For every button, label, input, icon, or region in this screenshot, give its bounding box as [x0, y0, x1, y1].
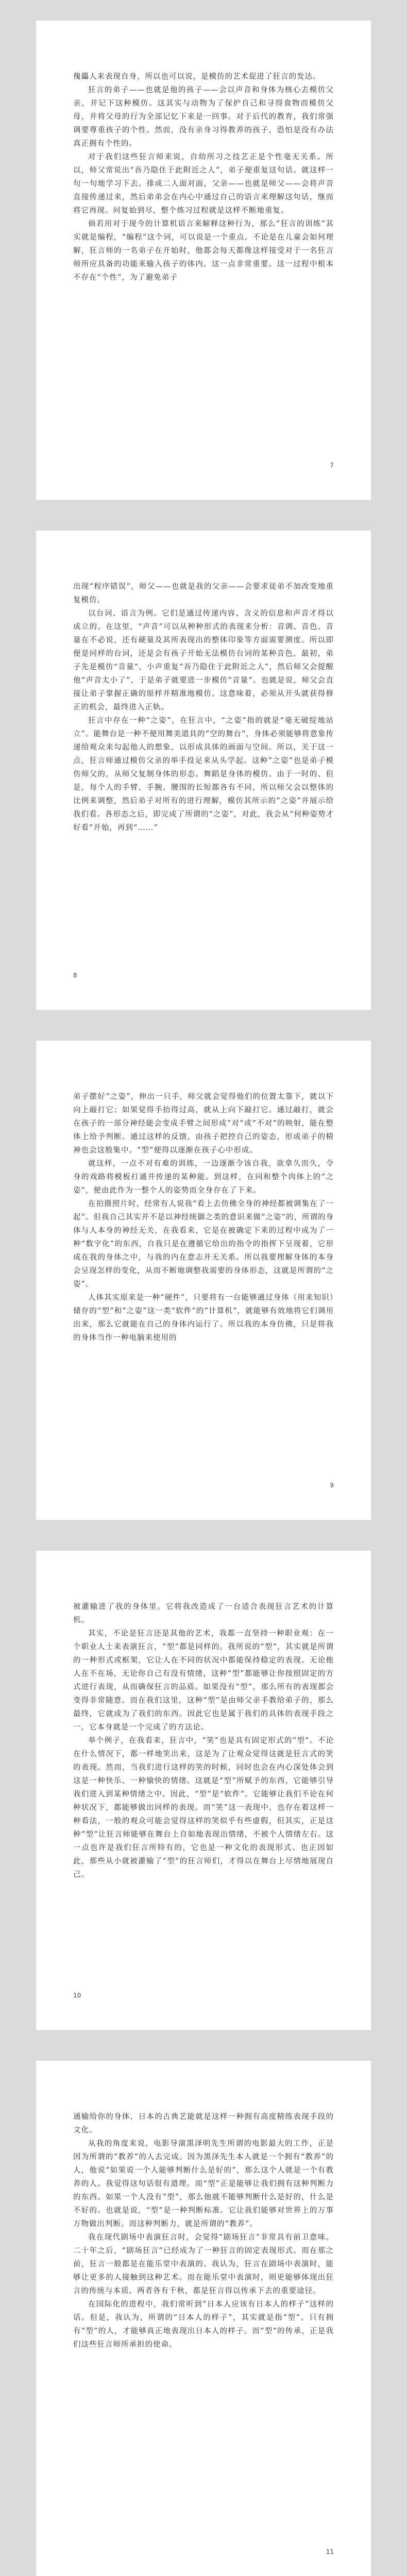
- paragraph: 倘若用对于现今的计算机语言来解释这种行为，那么“狂言的训练”其实就是编程，“编程”这个词，可以说是一个重点。不论是在儿童会如何理解，狂言师的一名弟子在开始时，他都会每天都像这样接受对于一名狂言师所应具备的功能来输入孩子的体内。这一点非常重要。这一过程中根本不存在“个性”，为了避免弟子: [73, 220, 334, 282]
- paragraph: 在国际化的进程中，我们常听到“日本人应该有日本人的样子”这样的话。但是，我认为，所谓的“日本人的样子”，其实就是指“型”。只有拥有“型”的人，才能够真正地表现出日本人的样子。而“型”的传承，正是我们这些狂言师所承担的使命。: [73, 2300, 334, 2349]
- paragraph: 傀儡人来表现自身，所以也可以说，是模仿的艺术促进了狂言的发达。: [73, 73, 321, 81]
- page-3: [36, 1041, 371, 1520]
- paragraph: 通输给你的身体，日本的古典艺能就是这样一种拥有高度精练表现手段的文化。: [73, 2113, 334, 2134]
- page-2: [36, 531, 371, 1010]
- page-1: [36, 21, 371, 500]
- page-4: [36, 1551, 371, 2030]
- paragraph: 其实，不论是狂言还是其他的艺术，我都一直坚持一种职业观：在一个职业人士来表演狂言，“型”都是同样的。我所说的“型”，其实就是所谓的一种形式或框架，它让人在不同的状况中都能保持稳定的表现。无论他人在不在场，无论你自己有没有情绪，这种“型”都能够让你按照固定的方式进行表现，从而确保狂言的品质。如果没有“型”，那么所有的表现都会变得非常随意。而在我们这里，这种“型”是由师父亲手教给弟子的，那么最终，它就成为了我们的东西。因此它也是属于我们的具体的表现手段之一，它本身就是一个完成了的方法论。: [73, 1630, 334, 1732]
- paragraph: 在拍摄照片时，经常有人说我“看上去仿佛全身的神经都被调集在了一起”。但我自己其实并不是以神经统御之类的意识来做“之姿”的，所谓的身体与人本身的神经无关，在我看来，它是在被确定下来的过程中成为了一种“数字化”的东西，自我只是在遵循它给出的指令的指挥下呈现着，它形成在我的身体之中，与我的内在意志并无关系。所以我要理解身体的本身会呈现怎样的变化，从而不断地调整我需要的身体形态，这就是所谓的“之姿”。: [73, 1200, 334, 1289]
- page-number: 7: [330, 462, 334, 469]
- paragraph: 举个例子，在我看来，狂言中，“笑”也是具有固定形式的“型”。不论在什么情况下，都一样地笑出来，这是为了让观众觉得这就是狂言式的笑的表现。然而，当我们进行这样的笑的时候，同时也会在内心深处体会到这是一种快乐、一种愉快的情绪。这就是“型”所赋予的东西，它能够引导我们进入到某种情绪之中。因此，“型”是“软件”。它能够让我们不论在何种状况下，都能够做出同样的表现。而“笑”这一表现中，也存在着这样一种看法，一般的观众可能会觉得这样的笑似乎有些虚假，但其实，正是这种“型”让狂言师能够在舞台上自如地表现出情绪，不被个人情绪左右。这一点也许是我们狂言所特有的，它也是一种文化的表现形式。也正因如此，那些从小就被灌输了“型”的狂言师们，才得以在舞台上尽情地展现自己。: [73, 1737, 334, 1879]
- paragraph: 弟子摆好“之姿”，伸出一只手，师父就会觉得他们的位置太靠下，就以下向上敲打它；如果觉得手抬得过高，就从上向下敲打它。通过敲打，就会在孩子的一部分神经能会变成手臂之间形成“对”或“不对”的映射，能在整体上给予判断。通过这样的反馈，由孩子把控自己的姿态，形成弟子的精神也会这般集中。“型”便得以逐渐在孩子心中形成。: [73, 1093, 334, 1155]
- paragraph: 被灌输进了我的身体里。它将我改造成了一台适合表现狂言艺术的计算机。: [73, 1603, 334, 1624]
- paragraph: 狂言的弟子——也就是他的孩子——会以声音和身体为核心去模仿父亲，并记下这种模仿。这其实与动物为了保护自己和寻得食物而模仿父母，并将父母的行为全部记忆下来是一回事。对于后代的教育，我们常强调要尊重孩子的个性。然而，没有亲身习得教养的孩子，恐怕是没有办法真正拥有个性的。: [73, 86, 334, 148]
- paragraph: 出现“程序错误”，师父——也就是我的父亲——会要求徒弟不加改变地重复模仿。: [73, 583, 334, 604]
- page-number: 8: [73, 972, 77, 979]
- paragraph: 狂言中存在一种“之姿”，在狂言中，“之姿”指的就是“毫无破绽地站立”。能舞台是一种不便用舞美道具的“空的舞台”，身体必须能够将意象传递给观众来勾起他人的想象，以形成具体的画面与空间。所以，关于这一点，狂言师通过模仿父亲的举手投足来从头学起。这种“之姿”也是弟子模仿师父的，从师父复制身体的形态。舞蹈是身体的模仿。由于一时的、但是，每个人的手臂、手腕、腰围的长短都各有不同，所以师父会以整体的比例来调整，然后弟子对所有的进行理解，模仿其所示的“之姿”并展示给我们看。各形态之后，即完成了所谓的“之姿”，对此，我会从“何种姿势才好看”开始，再到“……”: [73, 717, 334, 832]
- page-number: 10: [73, 1992, 81, 1999]
- paragraph: 就这样，一点不对有难的训练，一边逐渐令该自我，欲拿久而久，令身的戏路将模板打通并传递的某种能。到这样，在同和整个肉体上的“之姿”，便由此作为一整个人的姿势而全身存在了下来。: [73, 1160, 334, 1195]
- paragraph: 从我的角度来说，电影导演黑泽明先生所谓的电影最大的工作，正是因为所谓的“教养”的人去完成。因为黑泽先生本人就是一个拥有“教养”的人，他说“如果说一个人能够判断什么是好的”，那么这个人就是一个有教养的人。我觉得这句话很有道理。而“型”正是能够让我们拥有这种判断力的东西。如果一个人没有“型”，那么他就不能够判断什么是好的，什么是不好的。也就是说，“型”是一种判断标准。它让我们能够对世界上的万事万物做出判断。而这种判断力，就是所谓的“教养”。: [73, 2140, 334, 2228]
- paragraph: 我在现代剧场中表演狂言时，会觉得“剧场狂言”非常具有前卫意味。二十年之后，“剧场狂言”已经成为了一种狂言的固定表现形式。而在那之前，狂言一般都是在能乐堂中表演的。我认为，狂言在剧场中表演时，能够让更多的人接触到这种艺术。而在能乐堂中表演时，则更能够体现出狂言的传统与本质。两者各有千秋，都是狂言得以传承下去的重要途径。: [73, 2233, 334, 2295]
- paragraph: 以台词、语言为例。它们是通过传递内容、含义的信息和声音才得以成立的。在这里，“声音”可以从种种形式的表现来分析：音调、音色、音量在不必说，还有硬量及其所表现出的整体印象等方面需要测度。所以即便是同样的台词，还是会有孩子开始无法模仿台词的某种音色，最初，弟子先是模仿“音量”，小声重复“吾乃隐住于此附近之人”，然后师父会提醒他“声音太小了”，于是弟子就要进一步模仿“音量”。也就是说，师父会直接让弟子掌握正确的原样并精准地模仿。这意味着，必须从开头就获得修正的机会，最终进入正轨。: [73, 609, 334, 711]
- page-number: 11: [326, 2548, 334, 2555]
- page-number: 9: [330, 1482, 334, 1489]
- paragraph: 人体其实原来是一种“硬件”，只要将有一台能够通过身体（用来知识）储存的“型”和“之姿”这一类“软件”的“计算机”，就能够有效地将它们调用出来，那么它就能在自己的身体内运行了。所以我的本身仿佛，只是将我的身体当作一种电脑来使用的: [73, 1294, 334, 1342]
- paragraph: 对于我们这些狂言师来说，自幼所习之技艺正是个性毫无关系。所以，师父常说出“吾乃隐住于此附近之人”，弟子便重复这句话。就这样一句一句地学习下去。排成二人面对面，父亲——也就是师父——会将声音直接传递过来，然后弟弟会在内心中通过自己的语言来理解这句话，继而将它再现。同复始到尽，整个练习过程就是这样不断地重复。: [73, 153, 334, 215]
- page-5: [36, 2061, 371, 2576]
